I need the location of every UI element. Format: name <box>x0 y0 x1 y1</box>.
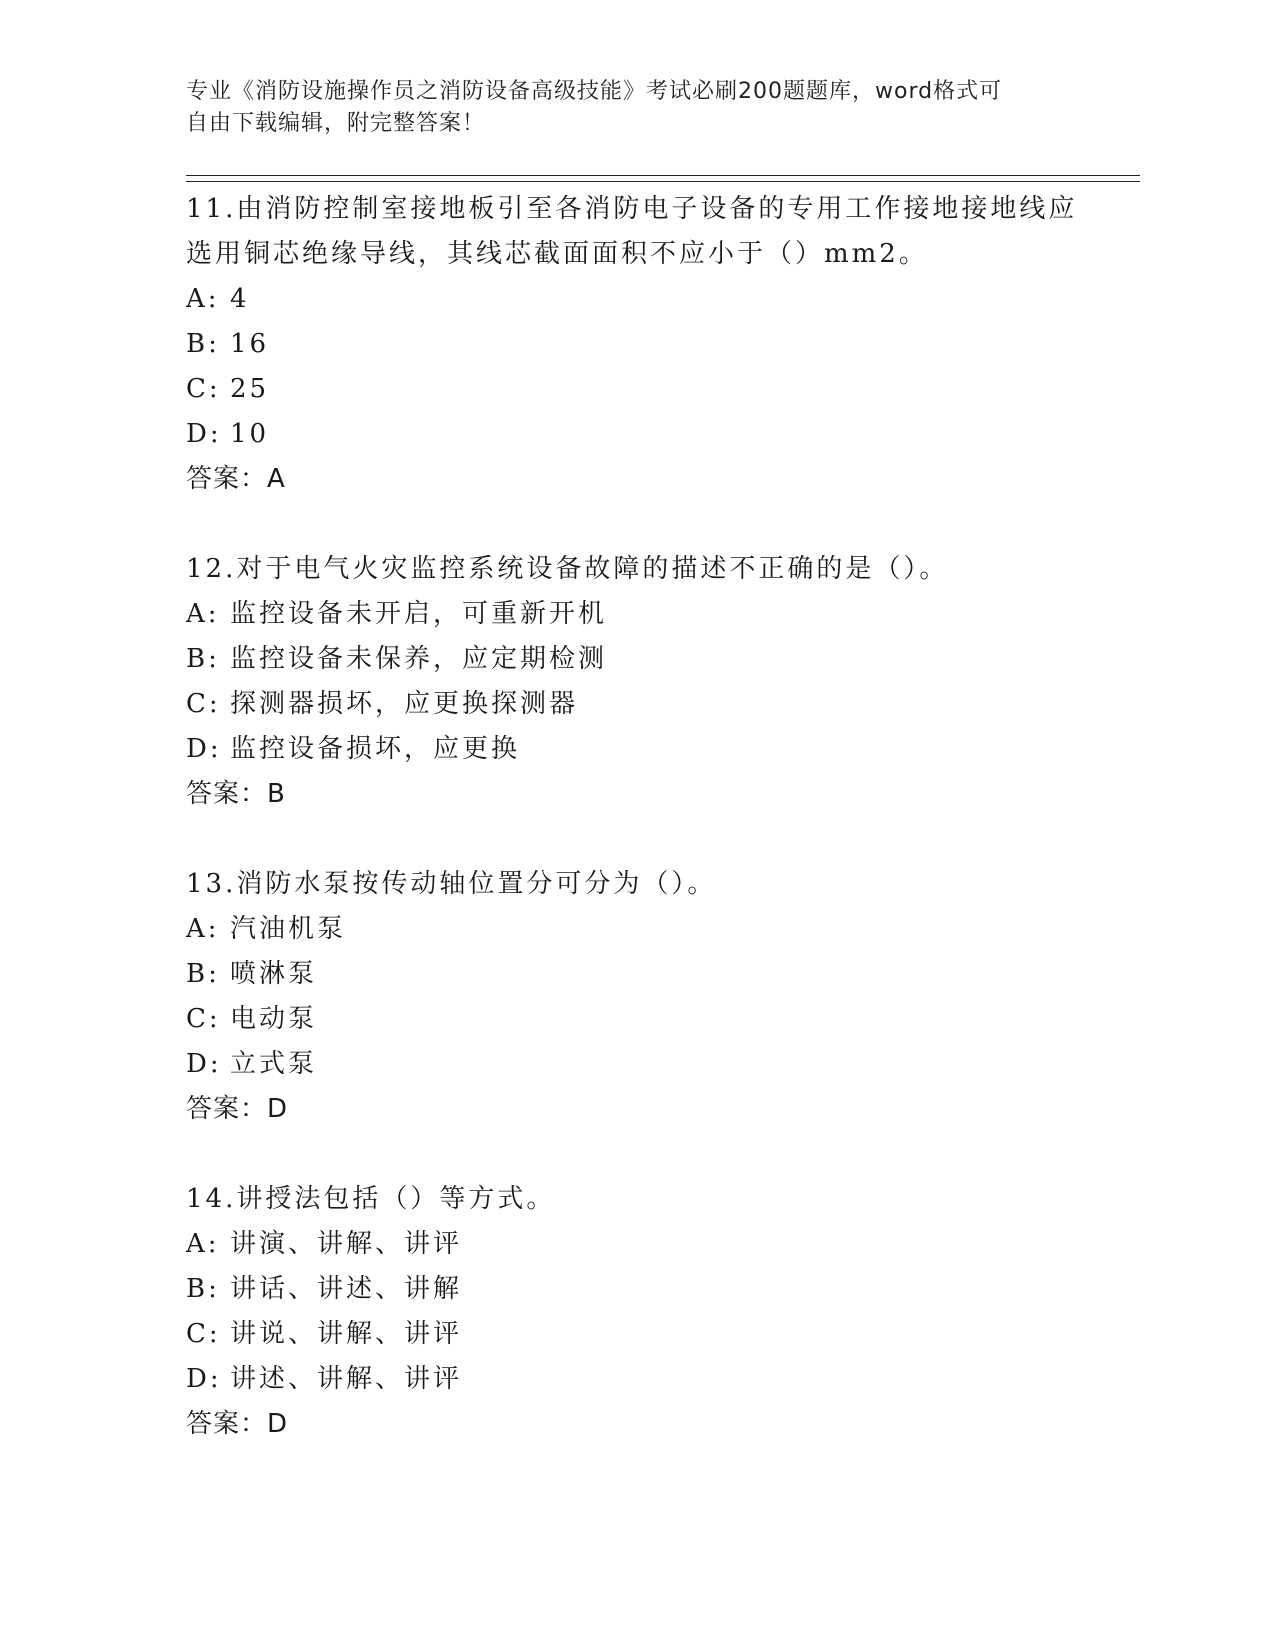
option-text: 25 <box>230 374 270 404</box>
answer-line: 答案：D <box>186 1409 289 1439</box>
option-d <box>186 1357 1086 1402</box>
question-title: 13.消防水泵按传动轴位置分可分为（）。 <box>186 869 717 899</box>
option-text: 讲演、讲解、讲评 <box>230 1229 463 1259</box>
option-text: 4 <box>230 284 250 314</box>
header-line-2: 自由下载编辑，附完整答案！ <box>186 111 486 136</box>
option-a <box>186 592 1086 637</box>
option-text: 监控设备未保养，应定期检测 <box>230 644 608 674</box>
option-b <box>186 637 1086 682</box>
question-12 <box>186 547 1086 817</box>
option-label: C: <box>186 1319 221 1349</box>
option-text: 16 <box>230 329 270 359</box>
option-label: A: <box>186 599 220 629</box>
option-text: 喷淋泵 <box>230 959 318 989</box>
option-d <box>186 1042 1086 1087</box>
option-label: B: <box>186 959 220 989</box>
document-header <box>186 76 1066 140</box>
header-divider-bottom <box>186 181 1140 182</box>
option-text: 立式泵 <box>230 1049 318 1079</box>
option-label: D: <box>186 1049 222 1079</box>
option-label: C: <box>186 689 221 719</box>
header-line-1: 专业《消防设施操作员之消防设备高级技能》考试必刷200题题库，word格式可 <box>186 79 1003 104</box>
question-title: 11.由消防控制室接地板引至各消防电子设备的专用工作接地接地线应 <box>186 194 1078 224</box>
option-text: 监控设备损坏，应更换 <box>230 734 521 764</box>
option-c <box>186 367 1086 412</box>
option-text: 汽油机泵 <box>230 914 347 944</box>
option-label: A: <box>186 1229 220 1259</box>
option-b <box>186 322 1086 367</box>
question-title-continued: 选用铜芯绝缘导线，其线芯截面面积不应小于（）mm2。 <box>186 239 928 269</box>
question-14 <box>186 1177 1086 1447</box>
option-label: B: <box>186 1274 220 1304</box>
option-text: 监控设备未开启，可重新开机 <box>230 599 608 629</box>
option-text: 讲话、讲述、讲解 <box>230 1274 463 1304</box>
question-13 <box>186 862 1086 1132</box>
answer-line: 答案：D <box>186 1094 289 1124</box>
option-c <box>186 1312 1086 1357</box>
option-label: D: <box>186 734 222 764</box>
option-d <box>186 727 1086 772</box>
option-label: A: <box>186 914 220 944</box>
option-a <box>186 277 1086 322</box>
option-c <box>186 997 1086 1042</box>
option-label: C: <box>186 374 221 404</box>
question-list <box>186 187 1086 1492</box>
option-c <box>186 682 1086 727</box>
option-d <box>186 412 1086 457</box>
option-a <box>186 1222 1086 1267</box>
answer-line: 答案：B <box>186 779 286 809</box>
question-title: 14.讲授法包括（）等方式。 <box>186 1184 556 1214</box>
option-b <box>186 1267 1086 1312</box>
option-label: D: <box>186 1364 222 1394</box>
option-label: B: <box>186 329 220 359</box>
option-label: D: <box>186 419 222 449</box>
option-label: A: <box>186 284 220 314</box>
option-text: 探测器损坏，应更换探测器 <box>230 689 579 719</box>
option-label: C: <box>186 1004 221 1034</box>
question-title: 12.对于电气火灾监控系统设备故障的描述不正确的是（）。 <box>186 554 949 584</box>
question-11 <box>186 187 1086 502</box>
option-text: 讲说、讲解、讲评 <box>230 1319 463 1349</box>
answer-line: 答案：A <box>186 464 286 494</box>
option-label: B: <box>186 644 220 674</box>
option-text: 电动泵 <box>230 1004 318 1034</box>
option-b <box>186 952 1086 997</box>
header-divider-top <box>186 175 1140 176</box>
option-text: 10 <box>230 419 270 449</box>
option-text: 讲述、讲解、讲评 <box>230 1364 463 1394</box>
option-a <box>186 907 1086 952</box>
